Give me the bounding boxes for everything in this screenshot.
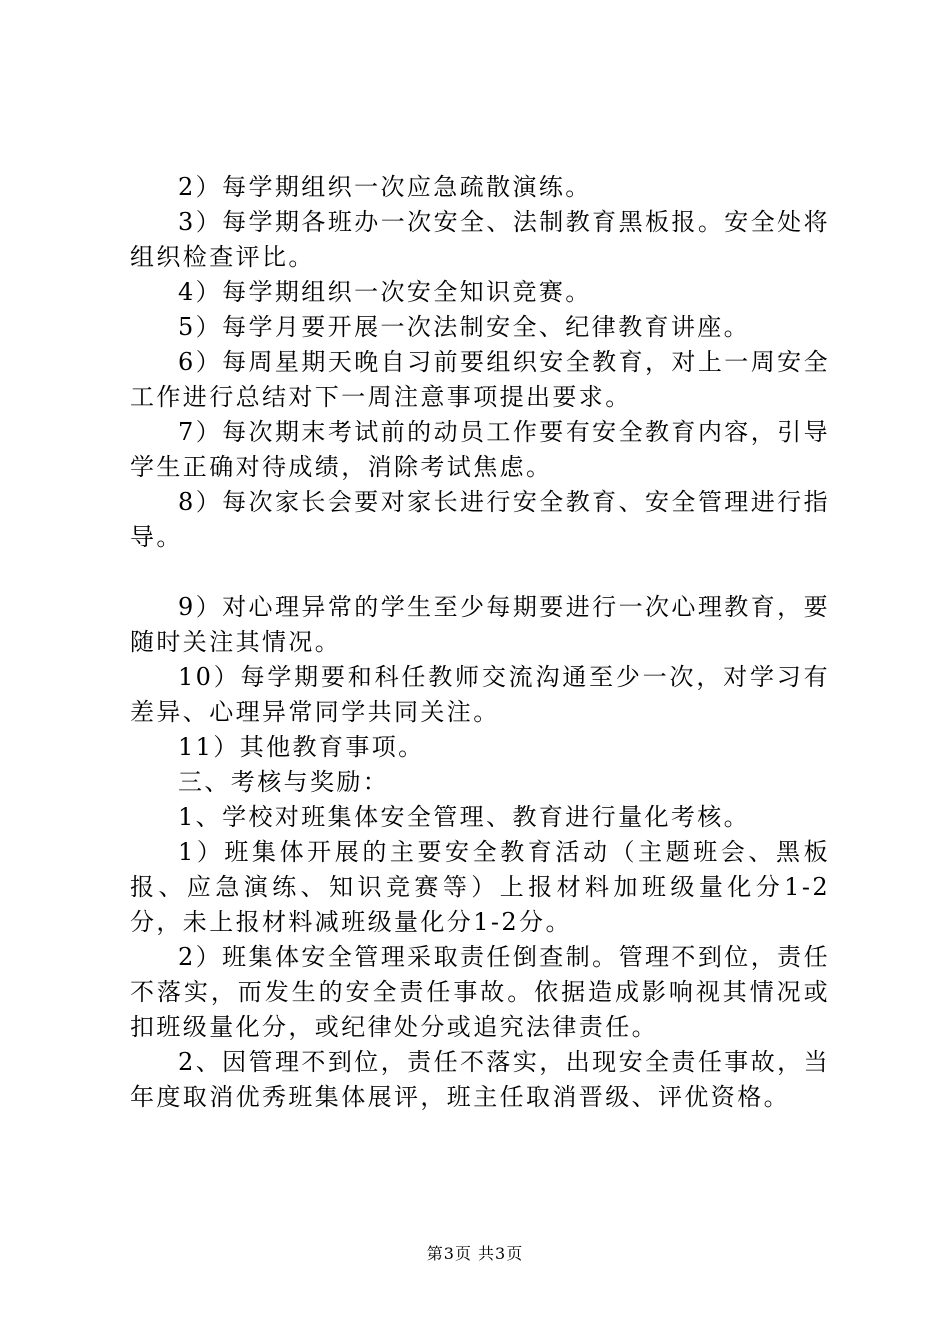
paragraph-assessment-1-1: 1）班集体开展的主要安全教育活动（主题班会、黑板报、应急演练、知识竞赛等）上报材料加班级量化分1-2分，未上报材料减班级量化分1-2分。	[130, 838, 830, 936]
paragraph-item-10: 10）每学期要和科任教师交流沟通至少一次，对学习有差异、心理异常同学共同关注。	[130, 663, 830, 726]
section-heading-assessment: 三、考核与奖励：	[178, 768, 390, 796]
paragraph-item-7: 7）每次期末考试前的动员工作要有安全教育内容，引导学生正确对待成绩，消除考试焦虑。	[130, 418, 830, 481]
page-footer: 第3页 共3页	[426, 1244, 524, 1263]
paragraph-item-4: 4）每学期组织一次安全知识竞赛。	[178, 278, 592, 306]
paragraph-assessment-2: 2、因管理不到位，责任不落实，出现安全责任事故，当年度取消优秀班集体展评，班主任取消晋级、评优资格。	[130, 1048, 830, 1111]
paragraph-item-2: 2）每学期组织一次应急疏散演练。	[178, 173, 592, 201]
paragraph-item-5: 5）每学月要开展一次法制安全、纪律教育讲座。	[178, 313, 751, 341]
paragraph-item-8: 8）每次家长会要对家长进行安全教育、安全管理进行指导。	[130, 488, 830, 551]
paragraph-assessment-1-2: 2）班集体安全管理采取责任倒查制。管理不到位，责任不落实，而发生的安全责任事故。依据造成影响视其情况或扣班级量化分，或纪律处分或追究法律责任。	[130, 943, 830, 1041]
paragraph-assessment-1: 1、学校对班集体安全管理、教育进行量化考核。	[178, 803, 751, 831]
paragraph-item-11: 11）其他教育事项。	[178, 733, 425, 761]
document-body	[130, 170, 830, 1115]
paragraph-item-9: 9）对心理异常的学生至少每期要进行一次心理教育，要随时关注其情况。	[130, 593, 830, 656]
paragraph-item-3: 3）每学期各班办一次安全、法制教育黑板报。安全处将组织检查评比。	[130, 208, 830, 271]
paragraph-item-6: 6）每周星期天晚自习前要组织安全教育，对上一周安全工作进行总结对下一周注意事项提出要求。	[130, 348, 830, 411]
